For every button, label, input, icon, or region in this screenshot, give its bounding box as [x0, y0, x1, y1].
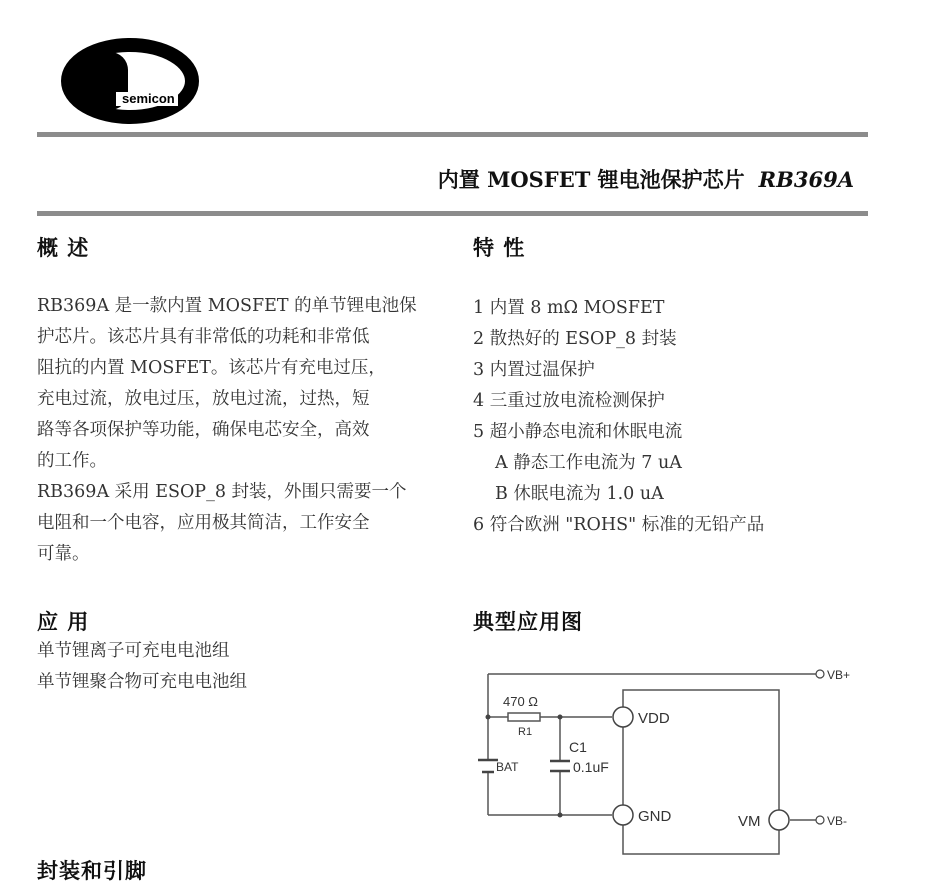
- vb-minus-label: VB-: [827, 814, 848, 828]
- resistor-value-label: 470 Ω: [503, 694, 539, 709]
- feature-item: 3 内置过温保护: [473, 360, 595, 380]
- feature-item: 6 符合欧洲 "ROHS" 标准的无铅产品: [473, 515, 765, 535]
- typical-application-circuit: [470, 660, 870, 865]
- overview-heading: 概 述: [37, 236, 90, 260]
- features-list: [473, 293, 764, 541]
- resistor-r1: [508, 713, 540, 721]
- header-rule-bottom: [37, 211, 868, 216]
- vdd-pin: [613, 707, 633, 727]
- feature-subitem: A 静态工作电流为 7 uA: [495, 453, 682, 473]
- vb-plus-terminal: [816, 670, 824, 678]
- vm-label: VM: [738, 813, 761, 830]
- logo-text: semicon: [122, 91, 175, 106]
- junction-dot: [558, 715, 563, 720]
- applications-list: [37, 636, 247, 698]
- typical-app-heading: 典型应用图: [473, 610, 583, 634]
- header-rule-top: [37, 132, 868, 137]
- overview-line: 的工作。: [37, 451, 107, 471]
- overview-text: [37, 291, 437, 570]
- application-item: 单节锂聚合物可充电电池组: [37, 672, 247, 692]
- overview-line: 护芯片。该芯片具有非常低的功耗和非常低: [37, 327, 370, 347]
- application-item: 单节锂离子可充电电池组: [37, 641, 230, 661]
- overview-line: 充电过流，放电过压，放电过流，过热，短: [37, 389, 370, 409]
- vb-minus-terminal: [816, 816, 824, 824]
- document-title: [438, 164, 854, 194]
- feature-item: 1 内置 8 mΩ MOSFET: [473, 298, 665, 318]
- resistor-ref-label: R1: [518, 726, 533, 738]
- feature-item: 4 三重过放电流检测保护: [473, 391, 665, 411]
- junction-dot: [558, 813, 563, 818]
- gnd-label: GND: [638, 808, 672, 825]
- overview-line: 路等各项保护等功能，确保电芯安全，高效: [37, 420, 370, 440]
- vdd-label: VDD: [638, 710, 670, 727]
- overview-line: RB369A 采用 ESOP_8 封装，外围只需要一个: [37, 482, 407, 502]
- vb-plus-label: VB+: [827, 668, 851, 682]
- capacitor-symbol: [550, 761, 570, 771]
- feature-item: 5 超小静态电流和休眠电流: [473, 422, 683, 442]
- overview-line: RB369A 是一款内置 MOSFET 的单节锂电池保: [37, 296, 417, 316]
- title-text: 内置 MOSFET 锂电池保护芯片: [437, 167, 745, 192]
- package-heading: 封装和引脚: [37, 859, 147, 883]
- gnd-pin: [613, 805, 633, 825]
- features-heading: 特 性: [473, 236, 526, 260]
- vm-pin: [769, 810, 789, 830]
- feature-item: 2 散热好的 ESOP_8 封装: [473, 329, 677, 349]
- part-number: RB369A: [758, 167, 854, 192]
- applications-heading: 应 用: [37, 610, 90, 634]
- company-logo: [60, 38, 200, 124]
- battery-symbol: [478, 760, 498, 772]
- overview-line: 阻抗的内置 MOSFET。该芯片有充电过压，: [37, 358, 386, 378]
- battery-label: BAT: [496, 760, 519, 774]
- capacitor-value-label: 0.1uF: [573, 759, 609, 775]
- overview-line: 电阻和一个电容，应用极其简洁，工作安全: [37, 513, 370, 533]
- junction-dot: [486, 715, 491, 720]
- capacitor-ref-label: C1: [569, 739, 587, 755]
- feature-subitem: B 休眠电流为 1.0 uA: [495, 484, 664, 504]
- overview-line: 可靠。: [37, 544, 90, 564]
